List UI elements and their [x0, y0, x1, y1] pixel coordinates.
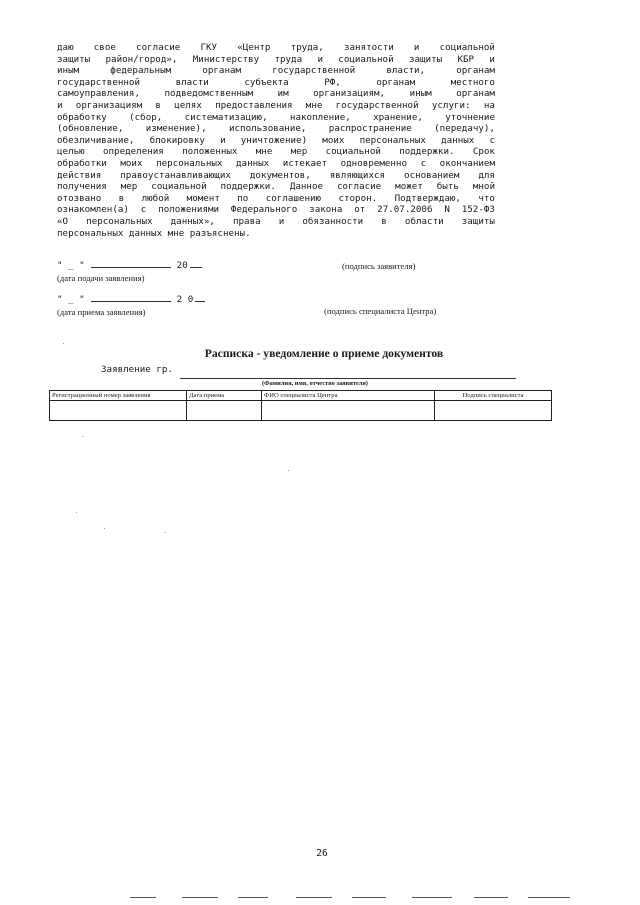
- consent-word: обязанности: [302, 215, 364, 227]
- consent-word: обработки: [57, 157, 107, 169]
- consent-word: на: [483, 99, 495, 111]
- consent-word: подведомственным: [164, 88, 254, 100]
- consent-word: (сбор,: [129, 111, 163, 123]
- consent-word: органам: [456, 65, 495, 77]
- consent-word: Подтверждаю,: [394, 192, 461, 204]
- consent-line: [57, 204, 495, 216]
- consent-word: ГКУ: [200, 42, 218, 53]
- consent-word: положенных: [182, 146, 238, 158]
- consent-word: организациям: [75, 99, 143, 111]
- consent-word: Срок: [472, 146, 495, 158]
- consent-word: уточнение: [445, 111, 495, 123]
- consent-word: с: [489, 134, 495, 146]
- applicant-date-blank: [91, 259, 171, 268]
- consent-word: и: [57, 99, 63, 111]
- consent-word: закона: [309, 204, 343, 216]
- specialist-signature-caption: (подпись специалиста Центра): [324, 306, 437, 316]
- consent-word: социальной: [338, 53, 394, 65]
- consent-line: [57, 158, 495, 170]
- consent-word: власти: [175, 76, 209, 88]
- consent-word: любой: [141, 192, 170, 204]
- consent-word: и: [317, 53, 323, 65]
- cell-specialist-name[interactable]: [262, 401, 435, 421]
- consent-word: данных»,: [170, 215, 215, 227]
- consent-word: моих: [120, 157, 143, 169]
- consent-word: персональных данных мне разъяснены.: [57, 227, 251, 239]
- consent-word: положениями: [158, 204, 220, 216]
- applicant-date-prefix: " _ ": [57, 260, 85, 271]
- consent-word: занятости: [343, 42, 394, 53]
- consent-word: обезличивание,: [57, 134, 135, 146]
- applicant-name-line: [180, 378, 516, 379]
- consent-word: предоставления: [215, 99, 293, 111]
- consent-word: персональных: [156, 157, 223, 169]
- applicant-year-blank: [190, 259, 202, 268]
- consent-line: [57, 216, 495, 228]
- consent-word: может: [395, 181, 423, 193]
- applicant-date-block: [57, 259, 202, 284]
- consent-paragraph: [57, 42, 495, 239]
- consent-word: являющихся: [329, 169, 386, 181]
- specialist-year-blank: [195, 293, 205, 302]
- consent-word: персональных: [86, 215, 153, 227]
- consent-line: [57, 112, 495, 124]
- consent-word: уничтожение): [240, 134, 308, 146]
- applicant-name-caption: (Фамилия, имя, отчество заявителя): [262, 380, 368, 387]
- applicant-date-caption: (дата подачи заявления): [57, 273, 145, 283]
- consent-word: органам: [376, 76, 416, 88]
- consent-line: [57, 77, 495, 89]
- consent-word: РФ,: [324, 76, 341, 88]
- consent-line: [57, 100, 495, 112]
- consent-word: и: [278, 215, 285, 227]
- cell-registration-number[interactable]: [50, 401, 187, 421]
- specialist-date-block: [57, 293, 205, 318]
- consent-word: области: [404, 215, 444, 227]
- consent-word: целях: [174, 99, 202, 111]
- consent-word: хранение,: [373, 111, 423, 123]
- consent-word: момент: [186, 192, 220, 204]
- consent-word: (обновление,: [57, 123, 124, 135]
- consent-word: основанием: [404, 169, 460, 181]
- consent-word: местного: [450, 76, 495, 88]
- consent-word: Данное: [289, 181, 324, 193]
- consent-word: органам: [202, 65, 242, 77]
- consent-word: социальной: [439, 42, 495, 53]
- consent-word: КБР: [457, 53, 475, 65]
- consent-word: власти,: [386, 65, 426, 77]
- consent-word: изменение),: [145, 123, 207, 135]
- consent-word: и: [220, 134, 226, 146]
- consent-word: для: [478, 169, 495, 181]
- consent-word: в: [381, 215, 387, 227]
- consent-line: [57, 65, 495, 77]
- consent-word: свое: [93, 42, 116, 53]
- specialist-date-year: 2 0: [176, 294, 194, 305]
- consent-word: даю: [57, 42, 74, 53]
- registration-table-header-row: [50, 391, 552, 401]
- consent-word: обработку: [57, 111, 107, 123]
- consent-word: «Центр: [237, 42, 271, 53]
- consent-word: район/город»,: [105, 53, 178, 65]
- consent-word: ознакомлен(а): [57, 204, 129, 216]
- consent-word: социальной: [325, 146, 381, 158]
- consent-word: (передачу),: [434, 123, 495, 135]
- consent-word: государственной: [272, 65, 356, 77]
- page-number: 26: [316, 848, 328, 859]
- consent-word: с: [140, 204, 147, 216]
- consent-word: Министерству: [192, 53, 260, 65]
- consent-word: иным: [57, 65, 80, 77]
- consent-word: мер: [120, 181, 138, 193]
- consent-word: защиты: [461, 215, 495, 227]
- consent-word: действия: [57, 169, 102, 181]
- consent-word: от: [354, 204, 366, 216]
- consent-line: [57, 146, 495, 158]
- consent-word: мне: [255, 146, 273, 158]
- consent-word: «О: [57, 215, 69, 227]
- consent-word: в: [118, 192, 125, 204]
- consent-word: одновременно: [340, 157, 407, 169]
- specialist-date-caption: (дата приема заявления): [57, 307, 146, 317]
- consent-word: персональных: [359, 134, 426, 146]
- consent-word: федеральным: [110, 65, 172, 77]
- consent-line: [57, 181, 495, 193]
- statement-label: Заявление гр.: [101, 364, 173, 375]
- bottom-scan-marks: [130, 897, 570, 898]
- consent-word: организациям,: [313, 88, 386, 100]
- consent-word: государственной: [57, 76, 140, 88]
- consent-word: по: [237, 192, 249, 204]
- consent-word: и: [413, 42, 420, 53]
- header-receipt-date: Дата приема: [187, 391, 262, 401]
- consent-word: труда,: [290, 42, 324, 53]
- consent-word: что: [478, 192, 495, 204]
- consent-line: [57, 135, 495, 147]
- header-specialist-signature: Подпись специалиста: [435, 391, 552, 401]
- consent-word: мне: [305, 99, 323, 111]
- cell-receipt-date[interactable]: [187, 401, 262, 421]
- consent-word: 152-ФЗ: [461, 204, 495, 216]
- consent-word: им: [277, 88, 289, 100]
- consent-word: государственной: [335, 99, 419, 111]
- consent-word: защиты: [57, 53, 91, 65]
- consent-word: окончанием: [439, 157, 495, 169]
- applicant-date-year: 20: [176, 260, 188, 271]
- consent-word: распространение: [328, 123, 412, 135]
- header-specialist-name: ФИО специалиста Центра: [262, 391, 435, 401]
- consent-line: [57, 193, 495, 205]
- consent-word: в: [155, 99, 161, 111]
- consent-word: защиты: [408, 53, 443, 65]
- consent-word: мер: [290, 146, 308, 158]
- consent-word: N: [444, 204, 450, 216]
- consent-word: иным: [409, 88, 432, 100]
- consent-word: согласие: [136, 42, 181, 53]
- consent-word: моих: [322, 134, 345, 146]
- consent-word: поддержки.: [399, 146, 455, 158]
- consent-word: мной: [472, 181, 495, 193]
- consent-word: систематизацию,: [184, 111, 268, 123]
- consent-word: права: [232, 215, 261, 227]
- consent-line: [57, 170, 495, 182]
- consent-word: поддержки.: [220, 181, 276, 193]
- consent-word: документов,: [249, 169, 311, 181]
- consent-word: труда: [274, 53, 303, 65]
- consent-word: накопление,: [289, 111, 351, 123]
- consent-line: [57, 123, 495, 135]
- consent-word: Федерального: [230, 204, 298, 216]
- consent-word: отозвано: [57, 192, 102, 204]
- cell-specialist-signature[interactable]: [435, 401, 552, 421]
- specialist-date-blank: [91, 293, 171, 302]
- consent-word: данных: [441, 134, 475, 146]
- consent-line: [57, 42, 495, 54]
- consent-word: 27.07.2006: [377, 204, 433, 216]
- consent-word: определения: [102, 146, 164, 158]
- specialist-date-prefix: " _ ": [57, 294, 85, 305]
- consent-line: [57, 88, 495, 100]
- header-registration-number: Регистрационный номер заявления: [50, 391, 187, 401]
- consent-line: [57, 228, 495, 240]
- consent-word: соглашению: [265, 192, 322, 204]
- consent-line: [57, 54, 495, 66]
- consent-word: быть: [436, 181, 459, 193]
- consent-word: субъекта: [244, 76, 289, 88]
- consent-word: согласие: [336, 181, 382, 193]
- consent-word: и: [489, 53, 495, 65]
- registration-table: [49, 390, 552, 421]
- registration-table-row: [50, 401, 552, 421]
- consent-word: целью: [57, 146, 85, 158]
- consent-word: услуги:: [431, 99, 471, 111]
- consent-word: блокировку: [149, 134, 205, 146]
- consent-word: истекает: [282, 157, 328, 169]
- consent-word: самоуправления,: [57, 88, 140, 100]
- consent-word: правоустанавливающих: [120, 169, 231, 181]
- consent-word: использование,: [228, 123, 307, 135]
- consent-word: получения: [57, 181, 107, 193]
- consent-word: социальной: [151, 181, 207, 193]
- consent-word: данных: [236, 157, 270, 169]
- consent-word: органам: [456, 88, 495, 100]
- applicant-signature-caption: (подпись заявителя): [342, 261, 416, 271]
- consent-word: сторон.: [338, 192, 378, 204]
- receipt-title: Расписка - уведомление о приеме документов: [204, 347, 444, 360]
- consent-word: с: [420, 157, 427, 169]
